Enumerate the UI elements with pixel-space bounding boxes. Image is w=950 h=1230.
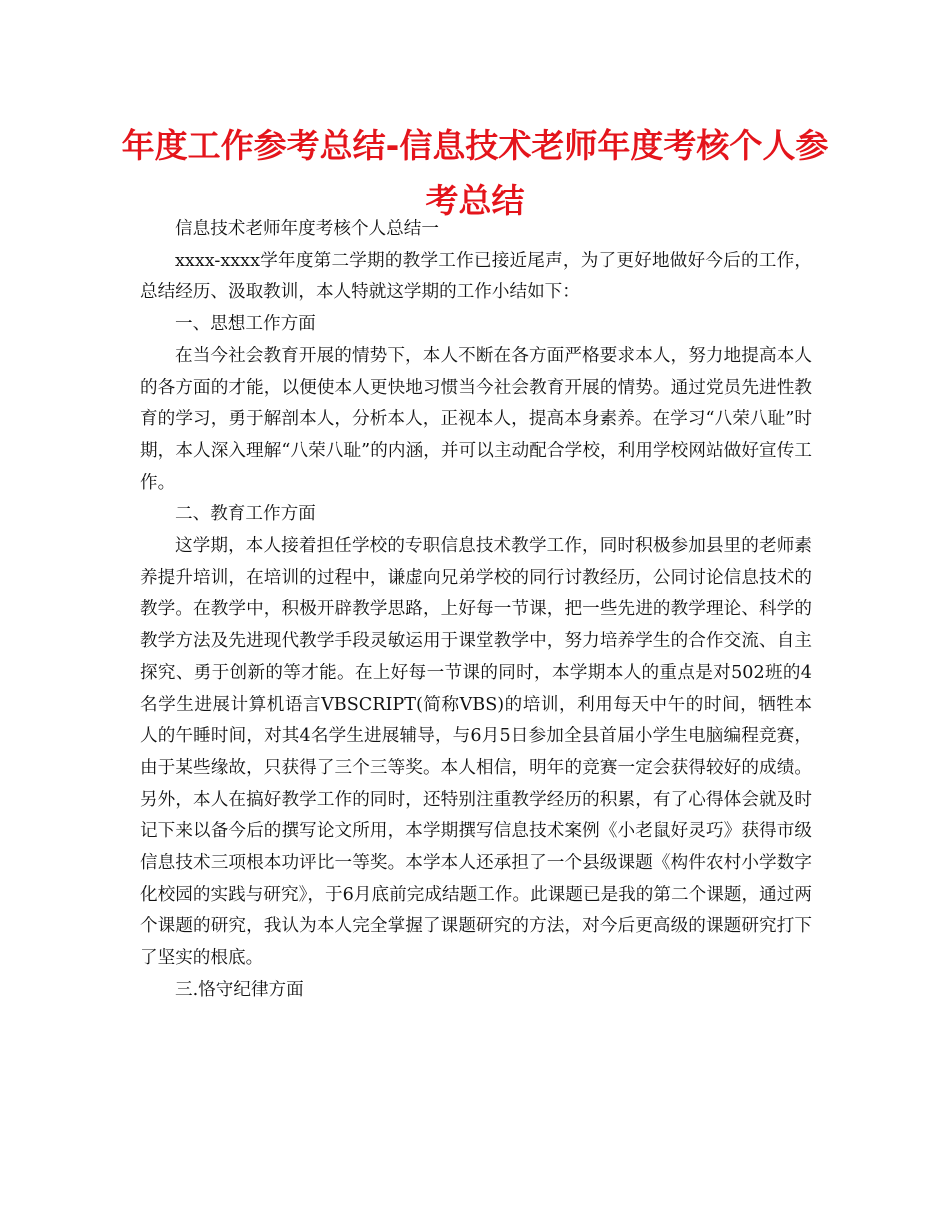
document-title: 年度工作参考总结-信息技术老师年度考核个人参考总结 [121, 126, 829, 220]
section-heading-ideology: 一、思想工作方面 [175, 314, 316, 335]
document-body [140, 214, 812, 1007]
section-heading-education: 二、教育工作方面 [175, 504, 316, 525]
paragraph-intro: xxxx-xxxx学年度第二学期的教学工作已接近尾声，为了更好地做好今后的工作，总结经历、汲取教训，本人特就这学期的工作小结如下： [140, 250, 812, 303]
section-heading-discipline: 三.恪守纪律方面 [175, 979, 304, 1000]
paragraph-education: 这学期，本人接着担任学校的专职信息技术教学工作，同时积极参加县里的老师素养提升培训，在培训的过程中，谦虚向兄弟学校的同行讨教经历，公同讨论信息技术的教学。在教学中，积极开辟教学思路，上好每一节课，把一些先进的教学理论、科学的教学方法及先进现代教学手段灵敏运用于课堂教学中，努力培养学生的合作交流、自主探究、勇于创新的等才能。在上好每一节课的同时，本学期本人的重点是对502班的4名学生进展计算机语言VBSCRIPT(简称VBS)的培训，利用每天中午的时间，牺牲本人的午睡时间，对其4名学生进展辅导，与6月5日参加全县首届小学生电脑编程竞赛，由于某些缘故，只获得了三个三等奖。本人相信，明年的竞赛一定会获得较好的成绩。另外，本人在搞好教学工作的同时，还特别注重教学经历的积累，有了心得体会就及时记下来以备今后的撰写论文所用，本学期撰写信息技术案例《小老鼠好灵巧》获得市级信息技术三项根本功评比一等奖。本学本人还承担了一个县级课题《构件农村小学数字化校园的实践与研究》，于6月底前完成结题工作。此课题已是我的第二个课题，通过两个课题的研究，我认为本人完全掌握了课题研究的方法，对今后更高级的课题研究打下了坚实的根底。 [140, 536, 812, 969]
section-heading-summary-one: 信息技术老师年度考核个人总结一 [175, 219, 439, 239]
paragraph-ideology: 在当今社会教育开展的情势下，本人不断在各方面严格要求本人，努力地提高本人的各方面的才能，以便使本人更快地习惯当今社会教育开展的情势。通过党员先进性教育的学习，勇于解剖本人，分析本人，正视本人，提高本身素养。在学习“八荣八耻”时期，本人深入理解“八荣八耻”的内涵，并可以主动配合学校，利用学校网站做好宣传工作。 [140, 345, 812, 493]
